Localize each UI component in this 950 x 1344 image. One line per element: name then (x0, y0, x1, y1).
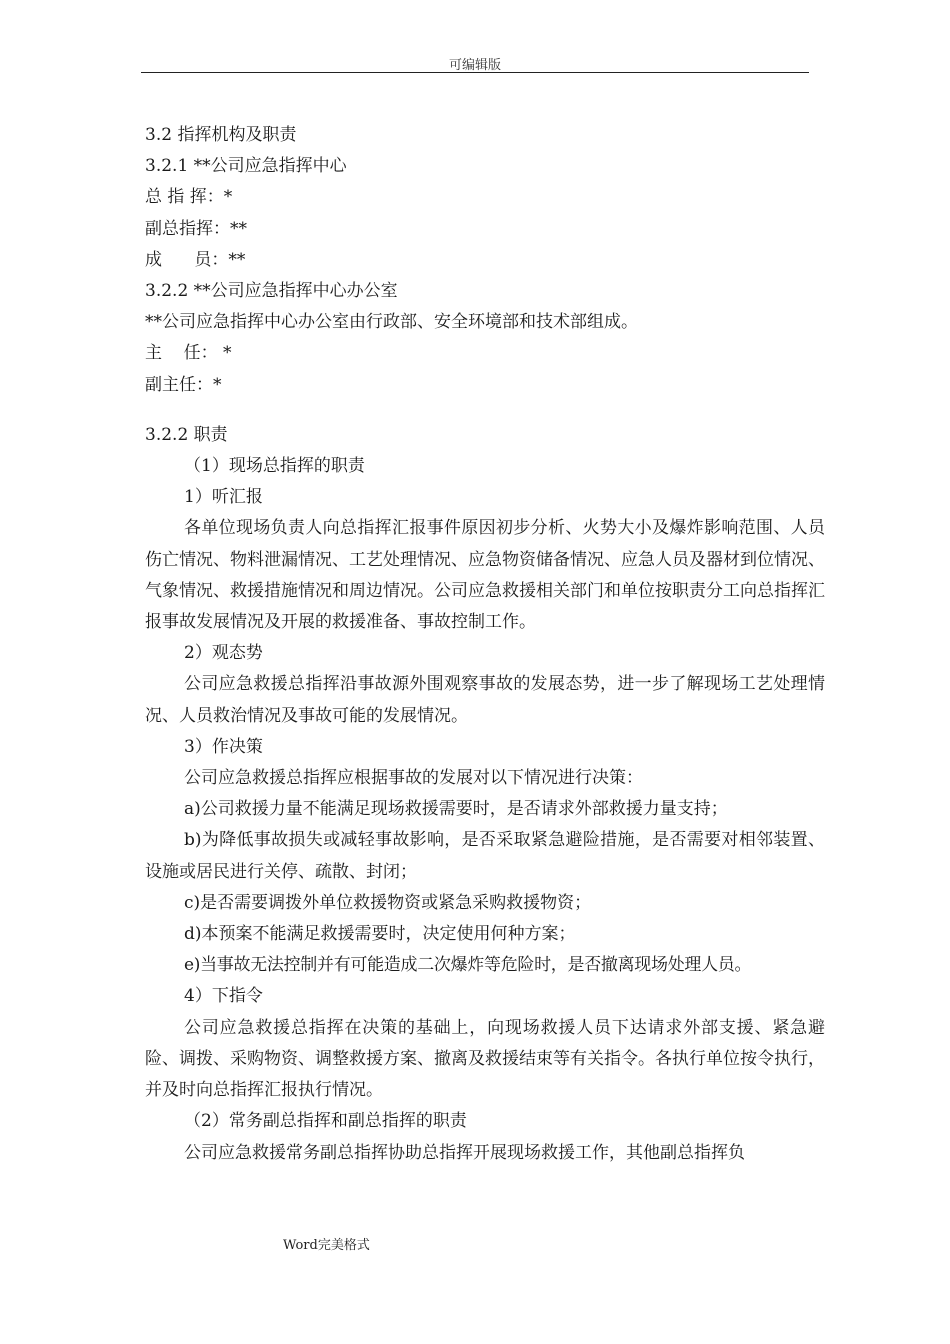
list-item: e)当事故无法控制并有可能造成二次爆炸等危险时，是否撤离现场处理人员。 (184, 955, 752, 976)
document-body (145, 120, 825, 1169)
section-heading: 3.2 指挥机构及职责 (145, 125, 297, 145)
body-paragraph: 各单位现场负责人向总指挥汇报事件原因初步分析、火势大小及爆炸影响范围、人员伤亡情况、物料泄漏情况、工艺处理情况、应急物资储备情况、应急人员及器材到位情况、气象情况、救援措施情况和周边情况。公司应急救援相关部门和单位按职责分工向总指挥汇报事故发展情况及开展的救援准备、事故控制工作。 (145, 518, 825, 633)
item-heading: 4）下指令 (184, 986, 263, 1007)
body-line: **公司应急指挥中心办公室由行政部、安全环境部和技术部组成。 (145, 312, 638, 333)
item-heading: （2）常务副总指挥和副总指挥的职责 (184, 1111, 467, 1132)
page-header: 可编辑版 (448, 58, 501, 73)
subsection-heading: 3.2.2 职责 (145, 424, 228, 445)
body-line: 公司应急救援总指挥应根据事故的发展对以下情况进行决策： (184, 768, 643, 789)
body-paragraph: 公司应急救援总指挥沿事故源外围观察事故的发展态势，进一步了解现场工艺处理情况、人员救治情况及事故可能的发展情况。 (145, 674, 825, 726)
item-heading: 2）观态势 (184, 643, 263, 664)
personnel-line: 副主任：* (145, 374, 222, 395)
spacer (145, 401, 825, 420)
item-heading: 1）听汇报 (184, 487, 263, 508)
list-item: b)为降低事故损失或减轻事故影响，是否采取紧急避险措施，是否需要对相邻装置、设施或居民进行关停、疏散、封闭； (145, 830, 825, 882)
personnel-line: 主 任： * (145, 343, 232, 364)
list-item: d)本预案不能满足救援需要时，决定使用何种方案； (184, 924, 576, 945)
list-item: c)是否需要调拨外单位救援物资或紧急采购救援物资； (184, 892, 592, 913)
personnel-line: 成 员：** (145, 249, 246, 270)
body-paragraph: 公司应急救援总指挥在决策的基础上，向现场救援人员下达请求外部支援、紧急避险、调拨、采购物资、调整救援方案、撤离及救援结束等有关指令。各执行单位按令执行，并及时向总指挥汇报执行情况。 (145, 1017, 825, 1101)
list-item: a)公司救援力量不能满足现场救援需要时，是否请求外部救援力量支持； (184, 799, 728, 820)
personnel-line: 副总指挥：** (145, 218, 247, 239)
item-heading: 3）作决策 (184, 736, 263, 757)
subsection-heading: 3.2.1 **公司应急指挥中心 (145, 156, 347, 177)
body-line: 公司应急救援常务副总指挥协助总指挥开展现场救援工作，其他副总指挥负 (184, 1142, 745, 1163)
page-footer: Word完美格式 (283, 1238, 370, 1253)
personnel-line: 总 指 挥：* (145, 187, 233, 208)
item-heading: （1）现场总指挥的职责 (184, 456, 365, 477)
header-rule (141, 72, 809, 73)
subsection-heading: 3.2.2 **公司应急指挥中心办公室 (145, 281, 398, 302)
